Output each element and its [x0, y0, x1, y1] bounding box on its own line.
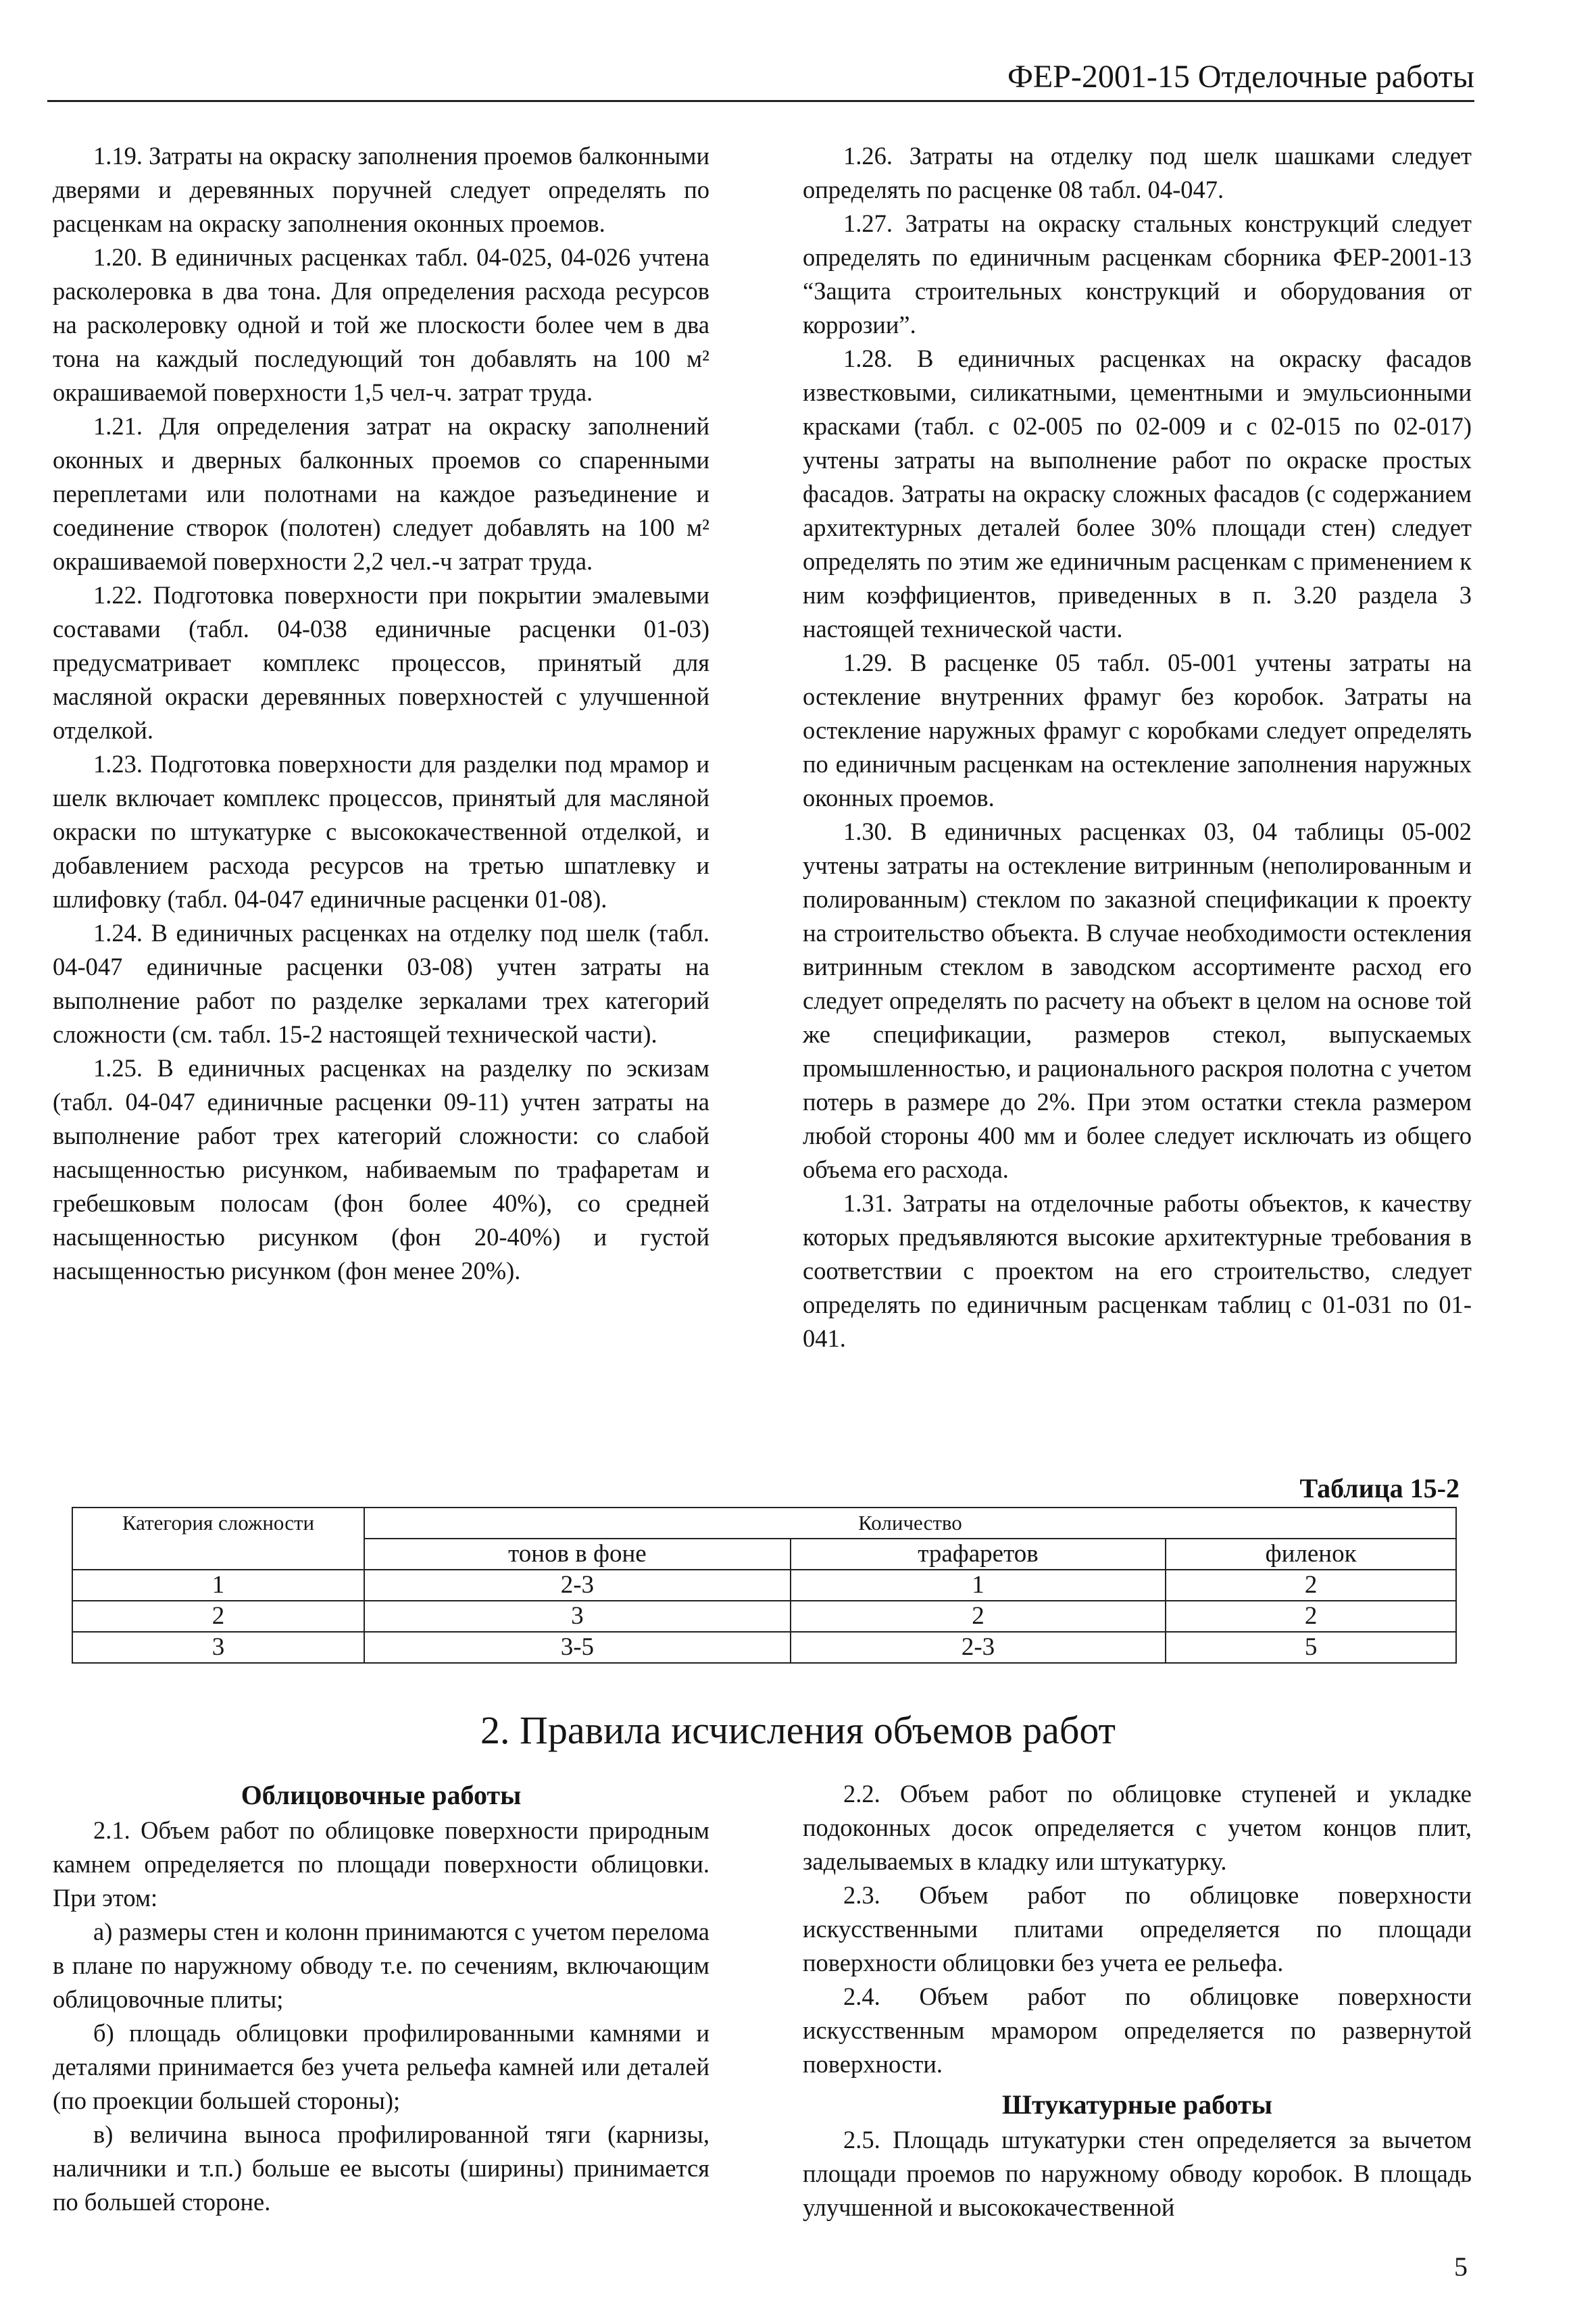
header-quantity: Количество [364, 1508, 1456, 1539]
running-header: ФЕР-2001-15 Отделочные работы [47, 57, 1474, 102]
table-cell: 1 [72, 1570, 364, 1601]
left-column-bottom [53, 1777, 709, 2219]
paragraph-1-25: 1.25. В единичных расценках на разделку по эскизам (табл. 04-047 единичные расценки 09-11) учтен затраты на выполнение работ трех категорий сложности: со слабой насыщенностью рисунком, набиваемым по трафаретам и гребешковым полосам (фон более 40%), со средней насыщенностью рисунком (фон 20-40%) и густой насыщенностью рисунком (фон менее 20%). [53, 1054, 709, 1285]
table-cell: 5 [1166, 1632, 1456, 1663]
paragraph-2-3: 2.3. Объем работ по облицовке поверхности искусственными плитами определяется по площади поверхности облицовки без учета ее рельефа. [803, 1881, 1472, 1976]
table-row [72, 1570, 1456, 1601]
paragraph-1-19: 1.19. Затраты на окраску заполнения проемов балконными дверями и деревянных поручней следует определять по расценкам на окраску заполнения оконных проемов. [53, 142, 709, 237]
table-cell: 2 [72, 1601, 364, 1632]
section-title: 2. Правила исчисления объемов работ [480, 1708, 1116, 1752]
left-column-top [53, 139, 709, 1288]
paragraph-2-5: 2.5. Площадь штукатурки стен определяется за вычетом площади проемов по наружному обводу коробок. В площадь улучшенной и высококачественной [803, 2126, 1472, 2221]
right-column-top [803, 139, 1472, 1355]
header-category: Категория сложности [72, 1508, 364, 1570]
subheading-facing-works: Облицовочные работы [241, 1780, 522, 1810]
subheading-plaster-works: Штукатурные работы [1002, 2089, 1272, 2120]
table-header-row [72, 1508, 1456, 1539]
paragraph-1-22: 1.22. Подготовка поверхности при покрытии эмалевыми составами (табл. 04-038 единичные расценки 01-03) предусматривает комплекс процессов, принятый для масляной окраски деревянных поверхностей с улучшенной отделкой. [53, 581, 709, 744]
subheader-stencils: трафаретов [791, 1539, 1166, 1570]
paragraph-1-31: 1.31. Затраты на отделочные работы объектов, к качеству которых предъявляются высокие архитектурные требования в соответствии с проектом на его строительство, следует определять по единичным расценкам таблиц с 01-031 по 01-041. [803, 1189, 1472, 1352]
paragraph-1-23: 1.23. Подготовка поверхности для разделки под мрамор и шелк включает комплекс процессов, принятый для масляной окраски по штукатурке с высококачественной отделкой, и добавлением расхода ресурсов на третью шпатлевку и шлифовку (табл. 04-047 единичные расценки 01-08). [53, 750, 709, 913]
paragraph-1-28: 1.28. В единичных расценках на окраску фасадов известковыми, силикатными, цементными и эмульсионными красками (табл. с 02-005 по 02-009 и с 02-015 по 02-017) учтены затраты на выполнение работ по окраске простых фасадов. Затраты на окраску сложных фасадов (с содержанием архитектурных деталей более 30% площади стен) следует определять по этим же единичным расценкам с применением к ним коэффициентов, приведенных в п. 3.20 раздела 3 настоящей технической части. [803, 345, 1472, 643]
table-cell: 2 [1166, 1570, 1456, 1601]
paragraph-2-1: 2.1. Объем работ по облицовке поверхности природным камнем определяется по площади поверхности облицовки. При этом: [53, 1816, 709, 1912]
table-row [72, 1601, 1456, 1632]
table-row [72, 1632, 1456, 1663]
subheader-panels: филенок [1166, 1539, 1456, 1570]
complexity-table [72, 1507, 1457, 1664]
table-cell: 1 [791, 1570, 1166, 1601]
right-column-bottom [803, 1777, 1472, 2224]
table-cell: 3 [364, 1601, 791, 1632]
page-number: 5 [1454, 2251, 1468, 2282]
paragraph-1-21: 1.21. Для определения затрат на окраску заполнений оконных и дверных балконных проемов со спаренными переплетами или полотнами на каждое разъединение и соединение створок (полотен) следует добавлять на 100 м² окрашиваемой поверхности 2,2 чел.-ч затрат труда. [53, 412, 709, 575]
table-cell: 2 [791, 1601, 1166, 1632]
paragraph-1-30: 1.30. В единичных расценках 03, 04 таблицы 05-002 учтены затраты на остекление витринным (неполированным и полированным) стеклом по заказной спецификации к проекту на строительство объекта. В случае необходимости остекления витринным стеклом в заводском ассортименте расход его следует определять по расчету на объект в целом на основе той же спецификации, размеров стекол, выпускаемых промышленностью, и рационального раскроя полотна с учетом потерь в размере до 2%. При этом остатки стекла размером любой стороны 400 мм и более следует исключать из общего объема его расхода. [803, 818, 1472, 1183]
paragraph-2-1-a: а) размеры стен и колонн принимаются с учетом перелома в плане по наружному обводу т.е. по сечениям, включающим облицовочные плиты; [53, 1918, 709, 2013]
table-cell: 2-3 [364, 1570, 791, 1601]
paragraph-1-26: 1.26. Затраты на отделку под шелк шашками следует определять по расценке 08 табл. 04-047. [803, 142, 1472, 203]
paragraph-2-4: 2.4. Объем работ по облицовке поверхности искусственным мрамором определяется по развернутой поверхности. [803, 1983, 1472, 2078]
table-cell: 2 [1166, 1601, 1456, 1632]
table-cell: 2-3 [791, 1632, 1166, 1663]
table-caption: Таблица 15-2 [1299, 1473, 1460, 1503]
paragraph-2-2: 2.2. Объем работ по облицовке ступеней и укладке подоконных досок определяется с учетом концов плит, заделываемых в кладку или штукатурку. [803, 1780, 1472, 1875]
paragraph-1-27: 1.27. Затраты на окраску стальных конструкций следует определять по единичным расценкам сборника ФЕР-2001-13 “Защита строительных конструкций и оборудования от коррозии”. [803, 209, 1472, 339]
paragraph-1-20: 1.20. В единичных расценках табл. 04-025, 04-026 учтена расколеровка в два тона. Для определения расхода ресурсов на расколеровку одной и той же плоскости более чем в два тона на каждый последующий тон добавлять на 100 м² окрашиваемой поверхности 1,5 чел-ч. затрат труда. [53, 243, 709, 406]
paragraph-2-1-c: в) величина выноса профилированной тяги (карнизы, наличники и т.п.) больше ее высоты (ширины) принимается по большей стороне. [53, 2120, 709, 2216]
table-cell: 3-5 [364, 1632, 791, 1663]
paragraph-2-1-b: б) площадь облицовки профилированными камнями и деталями принимается без учета рельефа камней или деталей (по проекции большей стороны); [53, 2019, 709, 2114]
paragraph-1-24: 1.24. В единичных расценках на отделку под шелк (табл. 04-047 единичные расценки 03-08) учтен затраты на выполнение работ по разделке зеркалами трех категорий сложности (см. табл. 15-2 настоящей технической части). [53, 919, 709, 1048]
subheader-tones: тонов в фоне [364, 1539, 791, 1570]
table-cell: 3 [72, 1632, 364, 1663]
paragraph-1-29: 1.29. В расценке 05 табл. 05-001 учтены затраты на остекление внутренних фрамуг без коробок. Затраты на остекление наружных фрамуг с коробками следует определять по единичным расценкам на остекление заполнения наружных оконных проемов. [803, 649, 1472, 812]
